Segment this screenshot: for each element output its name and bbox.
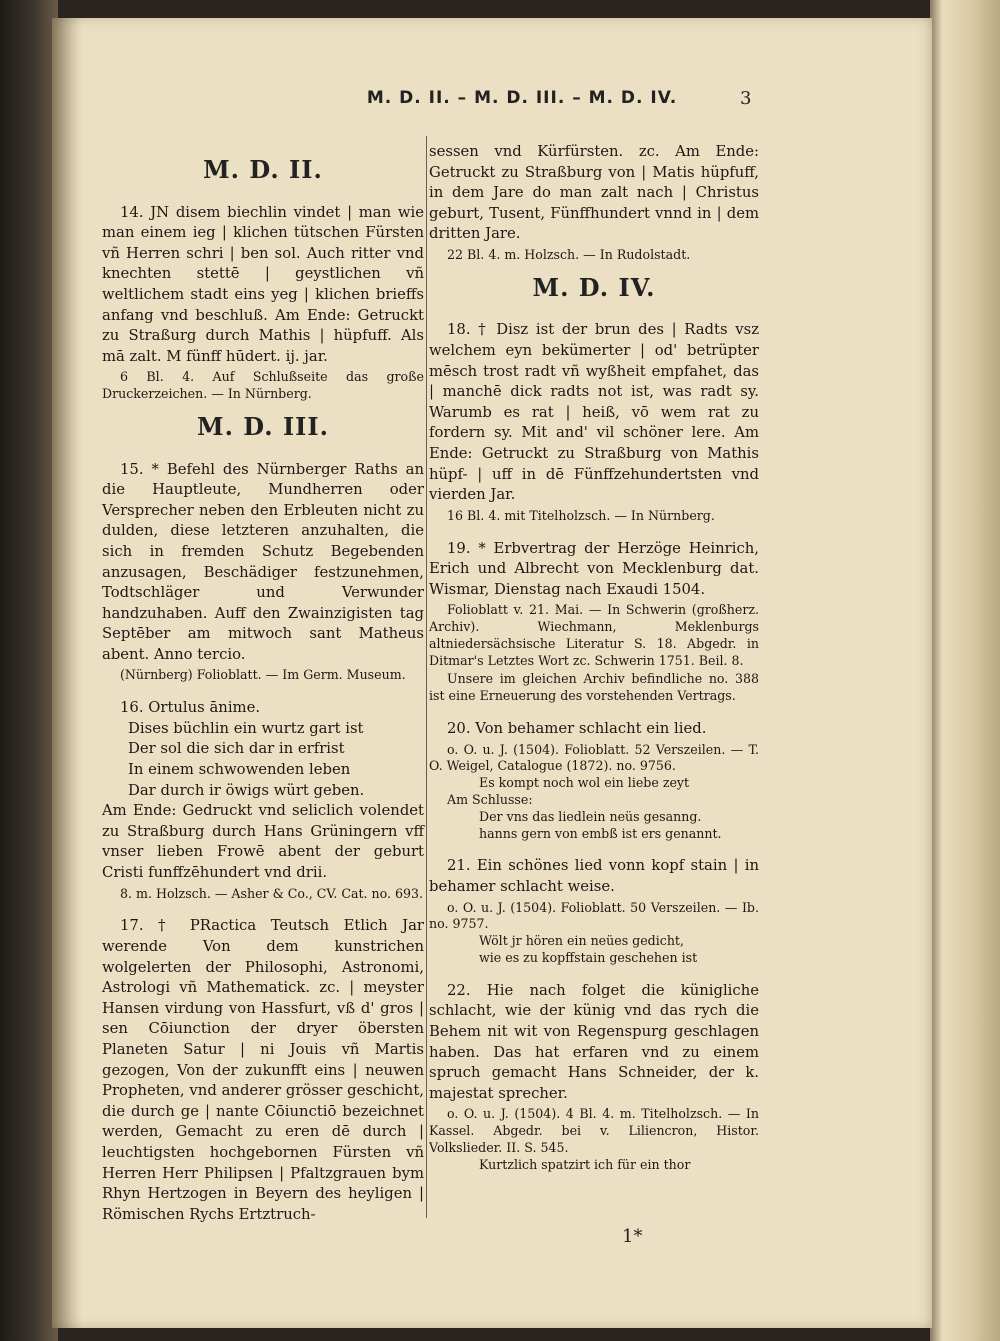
verse-line: hanns gern von embß ist ers genannt. — [479, 825, 722, 841]
verse-line: Am Schlusse: — [447, 792, 533, 808]
entry-note: Folioblatt v. 21. Mai. — In Schwerin (großherz. Archiv). Wiechmann, Meklenburgs altniedersächsische Literatur S. 18. Abgedr. in Ditmar's Letztes Wort zc. Schwerin 1751. Beil. 8. — [429, 602, 759, 668]
verse-line: Der sol die sich dar in erfrist — [128, 740, 345, 758]
entry-20 — [429, 719, 759, 842]
entry-16 — [102, 698, 424, 902]
book-cover-left — [0, 0, 58, 1341]
entry-text: Am Ende: Gedruckt vnd seliclich volendet zu Straßburg durch Hans Grüningern vff vnser lieben Frowē abent der geburt Cristi funffzēhundert vnd drii. — [102, 802, 424, 882]
entry-21 — [429, 856, 759, 966]
entry-note: (Nürnberg) Folioblatt. — Im Germ. Museum. — [120, 667, 406, 683]
column-divider — [426, 136, 427, 1218]
entry-text: 15. * Befehl des Nürnberger Raths an die Hauptleute, Mundherren oder Versprecher neben den Erbleuten nicht zu dulden, diese letzteren anzuhalten, die sich in fremden Schutz Begebenden anzusagen, Beschädiger festzunehmen, Todtschläger und Verwunder handzuhaben. Auff den Zwainzigisten tag Septēber am mitwoch sant Matheus abent. Anno tercio. — [102, 460, 424, 663]
page-edges-right — [930, 0, 1000, 1341]
entry-18 — [429, 320, 759, 524]
running-title: M. D. II. – M. D. III. – M. D. IV. — [366, 88, 678, 108]
section-heading-mdii: M. D. II. — [203, 155, 323, 184]
book-page — [52, 18, 932, 1328]
entry-19 — [429, 539, 759, 706]
right-column — [429, 142, 759, 1188]
verse-line: wie es zu kopffstain geschehen ist — [479, 950, 698, 966]
entry-note: Unsere im gleichen Archiv befindliche no. 388 ist eine Erneuerung des vorstehenden Vertrags. — [429, 671, 759, 704]
page-number: 3 — [740, 88, 752, 109]
verse-line: Dar durch ir öwigs würt geben. — [128, 781, 365, 799]
entry-15 — [102, 460, 424, 685]
page-gutter-shadow — [52, 18, 82, 1328]
entry-17-continued — [429, 142, 759, 264]
verse-line: In einem schwowenden leben — [128, 761, 351, 779]
entry-note: o. O. u. J. (1504). Folioblatt. 52 Verszeilen. — T. O. Weigel, Catalogue (1872). no. 9756. — [429, 741, 759, 774]
entry-text: 19. * Erbvertrag der Herzöge Heinrich, Erich und Albrecht von Mecklenburg dat. Wismar, Dienstag nach Exaudi 1504. — [429, 539, 759, 598]
section-heading-mdiv: M. D. IV. — [532, 272, 656, 302]
entry-note: 22 Bl. 4. m. Holzsch. — In Rudolstadt. — [447, 246, 691, 262]
verse-line: Wölt jr hören ein neües gedicht, — [479, 933, 684, 949]
section-heading-mdiii: M. D. III. — [197, 411, 329, 441]
entry-title: 16. Ortulus ānime. — [120, 699, 261, 717]
entry-note: o. O. u. J. (1504). Folioblatt. 50 Verszeilen. — Ib. no. 9757. — [429, 899, 759, 932]
entry-text: 18. † Disz ist der brun des | Radts vsz welchem eyn bekümerter | od' betrüpter mēsch trost radt vñ wyßheit empfahet, das | manchē dick radts not ist, was radt sy. Warumb es rat | heiß, vō wem rat zu fordern sy. Mit and' vil schöner lere. Am Ende: Getruckt zu Straßburg von Mathis hüpf- | uff in dē Fünffzehundertsten vnd vierden Jar. — [429, 321, 759, 504]
entry-note: 8. m. Holzsch. — Asher & Co., CV. Cat. no. 693. — [120, 885, 424, 901]
entry-text: 17. † PRactica Teutsch Etlich Jar werende Von dem kunstrichen wolgelerten der Philosophi, Astronomi, Astrologi vñ Mathematick. zc. | meyster Hansen virdung von Hassfurt, vß d' gros | sen Cōiunction der dryer öbersten Planeten Satur | ni Jouis vñ Martis gezogen, Von der zukunfft eins | neuwen Propheten, vnd anderer grösser geschicht, die durch ge | nante Cōiunctiō bezeichnet werden, Gemacht zu eren dē durch | leuchtigsten hochgebornen Fürsten vñ Herren Herr Philipsen | Pfaltzgrauen bym Rhyn Hertzogen in Beyern des heyligen | Römischen Rychs Ertztruch- — [102, 917, 424, 1223]
entry-text: 21. Ein schönes lied vonn kopf stain | in behamer schlacht weise. — [429, 857, 759, 896]
entry-17 — [102, 916, 424, 1225]
entry-22 — [429, 981, 759, 1174]
left-column — [102, 146, 424, 1239]
verse-line: Es kompt noch wol ein liebe zeyt — [479, 775, 690, 791]
verse-line: Kurtzlich spatzirt ich für ein thor — [479, 1156, 691, 1172]
signature-mark: 1* — [622, 1226, 643, 1247]
entry-note: 6 Bl. 4. Auf Schlußseite das große Druckerzeichen. — In Nürnberg. — [102, 369, 424, 402]
entry-text: 22. Hie nach folget die künigliche schlacht, wie der künig vnd das rych die Behem nit wit von Regenspurg geschlagen haben. Das hat erfaren vnd zu einem spruch gemacht Hans Schneider, der k. majestat sprecher. — [429, 981, 759, 1102]
entry-note: 16 Bl. 4. mit Titelholzsch. — In Nürnberg. — [447, 507, 715, 523]
verse-line: Der vns das liedlein neüs gesanng. — [479, 808, 702, 824]
entry-text: sessen vnd Kürfürsten. zc. Am Ende: Getruckt zu Straßburg von | Matis hüpfuff, in dem Jare do man zalt nach | Christus geburt, Tusent, Fünffhundert vnnd in | dem dritten Jare. — [429, 143, 759, 243]
entry-text: 20. Von behamer schlacht ein lied. — [447, 720, 707, 738]
entry-14 — [102, 203, 424, 403]
entry-text: 14. JN disem biechlin vindet | man wie man einem ieg | klichen tütschen Fürsten vñ Herren schri | ben sol. Auch ritter vnd knechten stettē | geystlichen vñ weltlichem stadt eins yeg | klichen brieffs anfang vnd beschluß. Am Ende: Getruckt zu Straßurg durch Mathis | hüpfuff. Als mā zalt. M fünff hūdert. ij. jar. — [102, 203, 424, 365]
verse-line: Dises büchlin ein wurtz gart ist — [128, 719, 364, 737]
entry-note: o. O. u. J. (1504). 4 Bl. 4. m. Titelholzsch. — In Kassel. Abgedr. bei v. Liliencron, Histor. Volkslieder. II. S. 545. — [429, 1106, 759, 1155]
verse-block — [102, 719, 424, 801]
